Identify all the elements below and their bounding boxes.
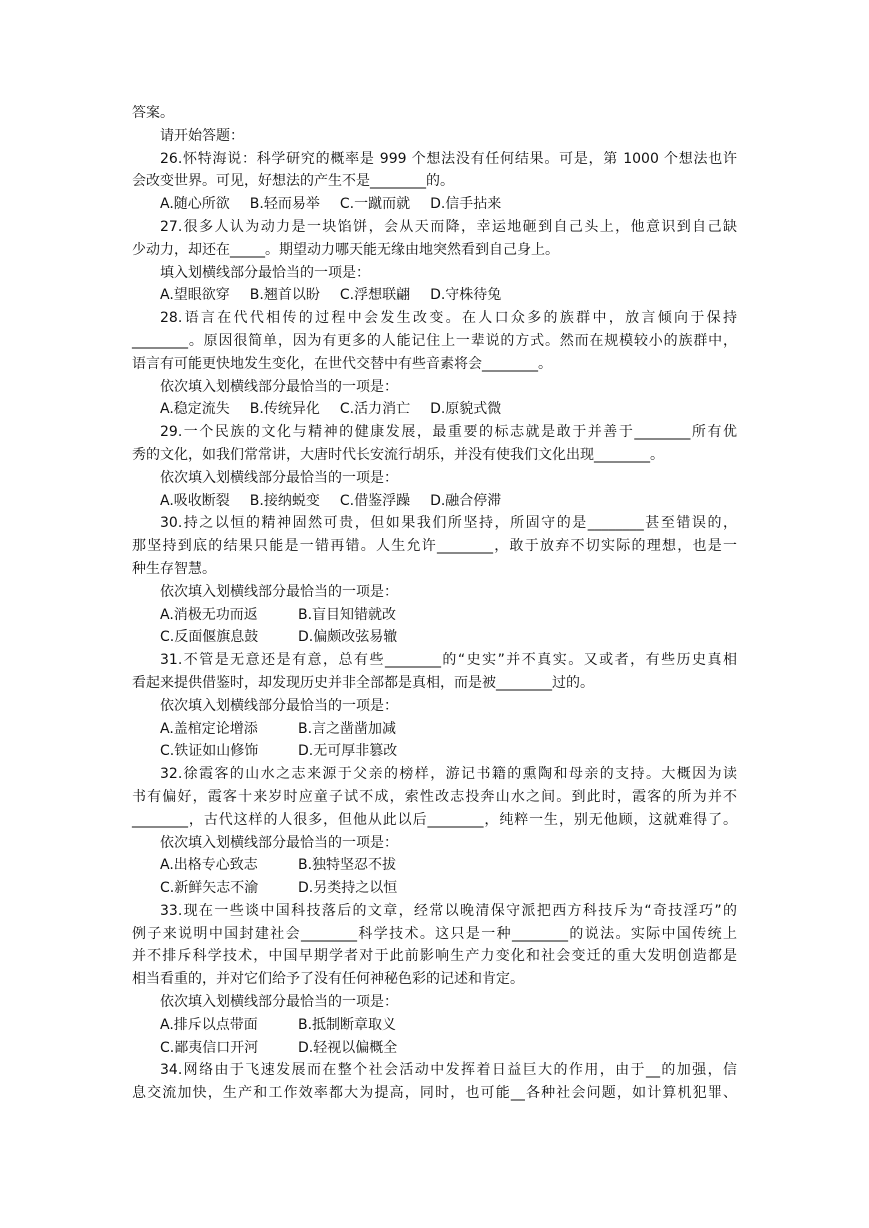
text-line bbox=[132, 923, 737, 946]
line-text: 依次填入划横线部分最恰当的一项是： bbox=[160, 583, 398, 600]
line-text: 29.一个民族的文化与精神的健康发展，最重要的标志就是敢于并善于________所有优 bbox=[160, 424, 737, 441]
line-text: 依次填入划横线部分最恰当的一项是： bbox=[160, 834, 398, 851]
line-text: 秀的文化，如我们常常讲，大唐时代长安流行胡乐，并没有使我们文化出现________。 bbox=[132, 446, 664, 463]
text-line bbox=[132, 695, 737, 718]
line-text: 语言有可能更快地发生变化，在世代交替中有些音素将会________。 bbox=[132, 355, 552, 372]
answer-option: A.望眼欲穿 bbox=[160, 287, 230, 304]
answer-option: A.排斥以点带面 bbox=[160, 1016, 258, 1033]
text-line bbox=[132, 421, 737, 444]
answer-option: A.稳定流失 bbox=[160, 401, 230, 418]
options-row bbox=[132, 1037, 737, 1060]
answer-option: A.吸收断裂 bbox=[160, 492, 230, 509]
answer-option: B.独特坚忍不拔 bbox=[298, 857, 397, 874]
answer-option: D.信手拈来 bbox=[430, 196, 502, 213]
text-line bbox=[132, 1082, 737, 1105]
text-line bbox=[132, 991, 737, 1014]
answer-option: D.守株待兔 bbox=[430, 287, 502, 304]
text-line bbox=[132, 353, 737, 376]
line-text: 26.怀特海说：科学研究的概率是 999 个想法没有任何结果。可是，第 1000 个想法也许 bbox=[160, 150, 737, 167]
text-line bbox=[132, 307, 737, 330]
line-text: ________，古代这样的人很多，但他从此以后________，纯粹一生，别无他顾，这就难得了。 bbox=[132, 811, 737, 828]
options-row bbox=[132, 718, 737, 741]
answer-option: D.轻视以偏概全 bbox=[298, 1039, 398, 1056]
line-text: 30.持之以恒的精神固然可贵，但如果我们所坚持，所固守的是________甚至错误的， bbox=[160, 515, 737, 532]
options-row bbox=[132, 626, 737, 649]
options-row bbox=[132, 604, 737, 627]
options-row bbox=[132, 490, 737, 513]
text-line bbox=[132, 832, 737, 855]
text-line bbox=[132, 763, 737, 786]
answer-option: D.原貌式微 bbox=[430, 401, 502, 418]
answer-option: A.盖棺定论增添 bbox=[160, 720, 258, 737]
answer-option: B.抵制断章取义 bbox=[298, 1016, 397, 1033]
text-line bbox=[132, 376, 737, 399]
answer-option: C.浮想联翩 bbox=[339, 287, 411, 304]
text-line bbox=[132, 262, 737, 285]
options-row bbox=[132, 740, 737, 763]
line-text: 答案。 bbox=[132, 105, 174, 121]
text-line bbox=[132, 444, 737, 467]
text-line bbox=[132, 148, 737, 171]
text-line bbox=[132, 512, 737, 535]
options-row bbox=[132, 854, 737, 877]
text-line bbox=[132, 1059, 737, 1082]
options-row bbox=[132, 877, 737, 900]
answer-option: B.轻而易举 bbox=[249, 196, 320, 213]
line-text: 依次填入划横线部分最恰当的一项是： bbox=[160, 469, 398, 486]
line-text: 会改变世界。可见，好想法的产生不是________的。 bbox=[132, 173, 454, 190]
line-text: 种生存智慧。 bbox=[132, 560, 216, 577]
line-text: 33.现在一些谈中国科技落后的文章，经常以晚清保守派把西方科技斥为“奇技淫巧”的 bbox=[160, 902, 737, 919]
answer-option: A.出格专心致志 bbox=[160, 857, 258, 874]
answer-option: C.活力消亡 bbox=[339, 401, 411, 418]
text-line bbox=[132, 535, 737, 558]
answer-option: C.一蹴而就 bbox=[339, 196, 411, 213]
text-line bbox=[132, 945, 737, 968]
text-line bbox=[132, 330, 737, 353]
text-line bbox=[132, 125, 737, 148]
text-line bbox=[132, 102, 737, 125]
answer-option: B.盲目知错就改 bbox=[298, 606, 397, 623]
text-line bbox=[132, 239, 737, 262]
text-line bbox=[132, 581, 737, 604]
answer-option: A.消极无功而返 bbox=[160, 606, 258, 623]
text-line bbox=[132, 170, 737, 193]
answer-option: B.接纳蜕变 bbox=[249, 492, 320, 509]
line-text: 27.很多人认为动力是一块馅饼，会从天而降，幸运地砸到自己头上，他意识到自己缺 bbox=[160, 218, 737, 235]
options-row bbox=[132, 398, 737, 421]
text-line bbox=[132, 558, 737, 581]
text-line bbox=[132, 672, 737, 695]
answer-option: C.反面偃旗息鼓 bbox=[160, 629, 259, 646]
line-text: 并不排斥科学技术，中国早期学者对于此前影响生产力变化和社会变迁的重大发明创造都是 bbox=[132, 948, 737, 965]
answer-option: A.随心所欲 bbox=[160, 196, 230, 213]
answer-option: B.言之凿凿加减 bbox=[298, 720, 397, 737]
text-line bbox=[132, 786, 737, 809]
options-row bbox=[132, 193, 737, 216]
line-text: 例子来说明中国封建社会________科学技术。这只是一种________的说法。实际中国传统上 bbox=[132, 925, 737, 942]
text-line bbox=[132, 968, 737, 991]
line-text: ________。原因很简单，因为有更多的人能记住上一辈说的方式。然而在规模较小的族群中， bbox=[132, 332, 737, 349]
line-text: 填入划横线部分最恰当的一项是： bbox=[160, 264, 370, 281]
line-text: 看起来提供借鉴时，却发现历史并非全部都是真相，而是被________过的。 bbox=[132, 674, 594, 691]
line-text: 少动力，却还在_____。期望动力哪天能无缘由地突然看到自己身上。 bbox=[132, 241, 559, 258]
answer-option: D.无可厚非篡改 bbox=[298, 743, 398, 760]
answer-option: C.新鲜矢志不渝 bbox=[160, 880, 259, 897]
text-line bbox=[132, 809, 737, 832]
answer-option: C.铁证如山修饰 bbox=[160, 743, 259, 760]
line-text: 31.不管是无意还是有意，总有些________的“史实”并不真实。又或者，有些历史真相 bbox=[160, 652, 737, 669]
line-text: 相当看重的，并对它们给予了没有任何神秘色彩的记述和肯定。 bbox=[132, 971, 524, 988]
text-line bbox=[132, 900, 737, 923]
answer-option: D.偏颇改弦易辙 bbox=[298, 629, 398, 646]
answer-option: B.翘首以盼 bbox=[249, 287, 320, 304]
options-row bbox=[132, 1014, 737, 1037]
line-text: 依次填入划横线部分最恰当的一项是： bbox=[160, 994, 398, 1011]
line-text: 32.徐霞客的山水之志来源于父亲的榜样，游记书籍的熏陶和母亲的支持。大概因为读 bbox=[160, 766, 737, 783]
line-text: 依次填入划横线部分最恰当的一项是： bbox=[160, 378, 398, 395]
line-text: 请开始答题： bbox=[160, 127, 244, 144]
document-body bbox=[132, 102, 737, 1105]
line-text: 息交流加快，生产和工作效率都大为提高，同时，也可能__各种社会问题，如计算机犯罪、 bbox=[132, 1085, 737, 1102]
text-line bbox=[132, 467, 737, 490]
answer-option: D.另类持之以恒 bbox=[298, 880, 398, 897]
text-line bbox=[132, 649, 737, 672]
text-line bbox=[132, 216, 737, 239]
line-text: 那坚持到底的结果只能是一错再错。人生允许________，敢于放弃不切实际的理想，也是一 bbox=[132, 538, 737, 555]
answer-option: C.鄙夷信口开河 bbox=[160, 1039, 259, 1056]
answer-option: B.传统异化 bbox=[249, 401, 320, 418]
options-row bbox=[132, 284, 737, 307]
line-text: 依次填入划横线部分最恰当的一项是： bbox=[160, 697, 398, 714]
line-text: 书有偏好，霞客十来岁时应童子试不成，索性改志投奔山水之间。到此时，霞客的所为并不 bbox=[132, 788, 737, 805]
line-text: 28.语言在代代相传的过程中会发生改变。在人口众多的族群中，放言倾向于保持 bbox=[160, 310, 737, 327]
answer-option: D.融合停滞 bbox=[430, 492, 502, 509]
line-text: 34.网络由于飞速发展而在整个社会活动中发挥着日益巨大的作用，由于__的加强，信 bbox=[160, 1062, 737, 1079]
answer-option: C.借鉴浮躁 bbox=[339, 492, 411, 509]
